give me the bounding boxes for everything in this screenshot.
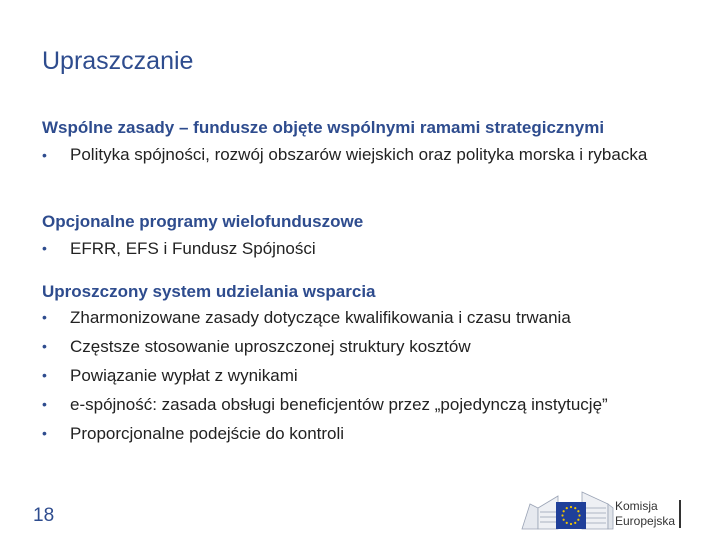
bullet-icon: • [42,367,47,383]
eu-star [570,506,572,508]
section-common-rules [42,117,712,168]
slide-title: Upraszczanie [42,47,194,75]
eu-star [577,519,579,521]
eu-star [578,514,580,516]
list-item [42,361,712,390]
section-heading: Opcjonalne programy wielofunduszowe [42,212,364,231]
list-item [42,142,712,168]
list-item [42,390,712,419]
list-item [42,332,712,361]
section-simplified-support [42,281,712,448]
logo-divider [679,500,681,528]
bullet-icon: • [42,338,47,354]
section-heading: Wspólne zasady – fundusze objęte wspólnymi ramami strategicznymi [42,118,605,137]
bullet-icon: • [42,309,47,325]
eu-star [574,507,576,509]
eu-star [577,510,579,512]
list-item [42,419,712,448]
bullet-icon: • [42,147,47,163]
list-item-text: Proporcjonalne podejście do kontroli [70,424,345,443]
eu-star [566,507,568,509]
eu-star [566,522,568,524]
eu-star [563,510,565,512]
page-number: 18 [33,505,55,526]
list-item-text: e-spójność: zasada obsługi beneficjentów przez „pojedynczą instytucję” [70,395,608,414]
list-item [42,303,712,332]
commission-logo-text [615,499,675,529]
eu-star [563,519,565,521]
section-optional-programs [42,211,712,263]
logo-line-2: Europejska [615,514,676,528]
eu-star [574,522,576,524]
logo-line-1: Komisja [615,499,658,513]
list-item-text: Częstsze stosowanie uproszczonej struktury kosztów [70,337,471,356]
list-item [42,234,712,263]
list-item-text: EFRR, EFS i Fundusz Spójności [70,239,316,258]
list-item-text: Polityka spójności, rozwój obszarów wiejskich oraz polityka morska i rybacka [70,145,648,164]
commission-building-logo-icon [520,484,615,532]
list-item-text: Powiązanie wypłat z wynikami [70,366,298,385]
eu-star [561,514,563,516]
list-item-text: Zharmonizowane zasady dotyczące kwalifikowania i czasu trwania [70,308,571,327]
bullet-icon: • [42,396,47,412]
section-heading: Uproszczony system udzielania wsparcia [42,282,376,301]
bullet-icon: • [42,240,47,256]
bullet-icon: • [42,425,47,441]
eu-star [570,523,572,525]
